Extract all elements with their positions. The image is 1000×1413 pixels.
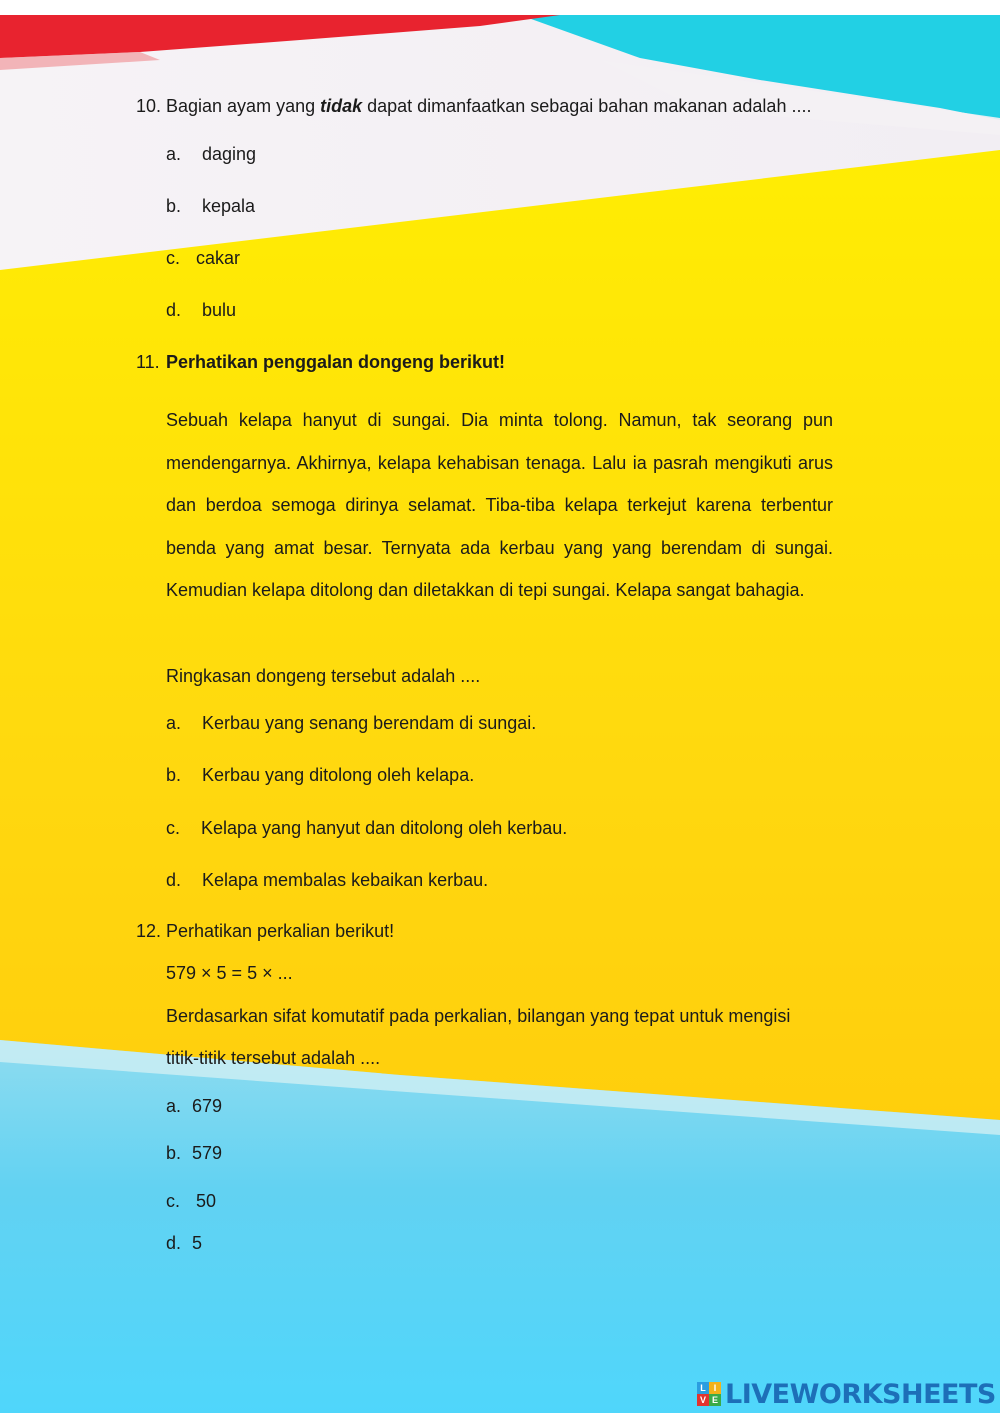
q11-number: 11. [136, 352, 160, 372]
q10-option-d-letter[interactable]: d. [166, 300, 182, 320]
q11-question: Ringkasan dongeng tersebut adalah .... [166, 666, 481, 686]
q11-option-d-text[interactable]: Kelapa membalas kebaikan kerbau. [202, 870, 489, 890]
q12-heading: Perhatikan perkalian berikut! [166, 921, 395, 941]
liveworksheets-logo-text: LIVEWORKSHEETS [725, 1378, 996, 1410]
q11-option-b-text[interactable]: Kerbau yang ditolong oleh kelapa. [202, 765, 475, 785]
q10-option-a-text[interactable]: daging [202, 144, 257, 164]
liveworksheets-logo [697, 1376, 996, 1412]
q12-option-c-text[interactable]: 50 [196, 1191, 217, 1211]
q12-question-line1: Berdasarkan sifat komutatif pada perkalian, bilangan yang tepat untuk mengisi [166, 1006, 791, 1026]
q10-text-before: Bagian ayam yang [166, 96, 321, 116]
logo-mark-letter: V [697, 1394, 709, 1406]
q11-story-paragraph: Sebuah kelapa hanyut di sungai. Dia minta tolong. Namun, tak seorang pun mendengarnya. Akhirnya, kelapa kehabisan tenaga. Lalu ia pasrah mengikuti arus dan berdoa semoga dirinya selamat. Tiba-tiba kelapa terkejut karena terbentur benda yang amat besar. Ternyata ada kerbau yang yang berendam di sungai. Kemudian kelapa ditolong dan diletakkan di tepi sungai. Kelapa sangat bahagia. [166, 410, 833, 601]
q12-option-c-letter[interactable]: c. [166, 1191, 181, 1211]
q11-option-a-text[interactable]: Kerbau yang senang berendam di sungai. [202, 713, 537, 733]
q12-option-a-letter[interactable]: a. [166, 1096, 182, 1116]
logo-mark-letter: E [709, 1394, 721, 1406]
q10-option-c-text[interactable]: cakar [196, 248, 241, 268]
q10-option-b-letter[interactable]: b. [166, 196, 182, 216]
q10-text [166, 95, 811, 117]
q10-text-after: dapat dimanfaatkan sebagai bahan makanan adalah .... [362, 96, 812, 116]
q12-question-line2: titik-titik tersebut adalah .... [166, 1048, 381, 1068]
q11-heading: Perhatikan penggalan dongeng berikut! [166, 352, 506, 372]
q12-option-b-text[interactable]: 579 [192, 1143, 223, 1163]
q10-option-b-text[interactable]: kepala [202, 196, 256, 216]
q11-option-a-letter[interactable]: a. [166, 713, 182, 733]
q12-option-a-text[interactable]: 679 [192, 1096, 223, 1116]
liveworksheets-logo-icon [697, 1382, 721, 1406]
logo-mark-letter: I [709, 1382, 721, 1394]
q11-option-b-letter[interactable]: b. [166, 765, 182, 785]
q11-option-c-text[interactable]: Kelapa yang hanyut dan ditolong oleh kerbau. [201, 818, 568, 838]
q12-equation: 579 × 5 = 5 × ... [166, 963, 293, 983]
q12-number: 12. [136, 921, 162, 941]
q10-option-d-text[interactable]: bulu [202, 300, 237, 320]
q11-option-d-letter[interactable]: d. [166, 870, 182, 890]
q10-number: 10. [136, 96, 162, 116]
q11-option-c-letter[interactable]: c. [166, 818, 181, 838]
q10-option-a-letter[interactable]: a. [166, 144, 182, 164]
q12-option-d-text[interactable]: 5 [192, 1233, 203, 1253]
q10-text-emphasis: tidak [320, 96, 363, 116]
logo-mark-letter: L [697, 1382, 709, 1394]
q12-option-b-letter[interactable]: b. [166, 1143, 182, 1163]
q12-option-d-letter[interactable]: d. [166, 1233, 182, 1253]
q10-option-c-letter[interactable]: c. [166, 248, 181, 268]
